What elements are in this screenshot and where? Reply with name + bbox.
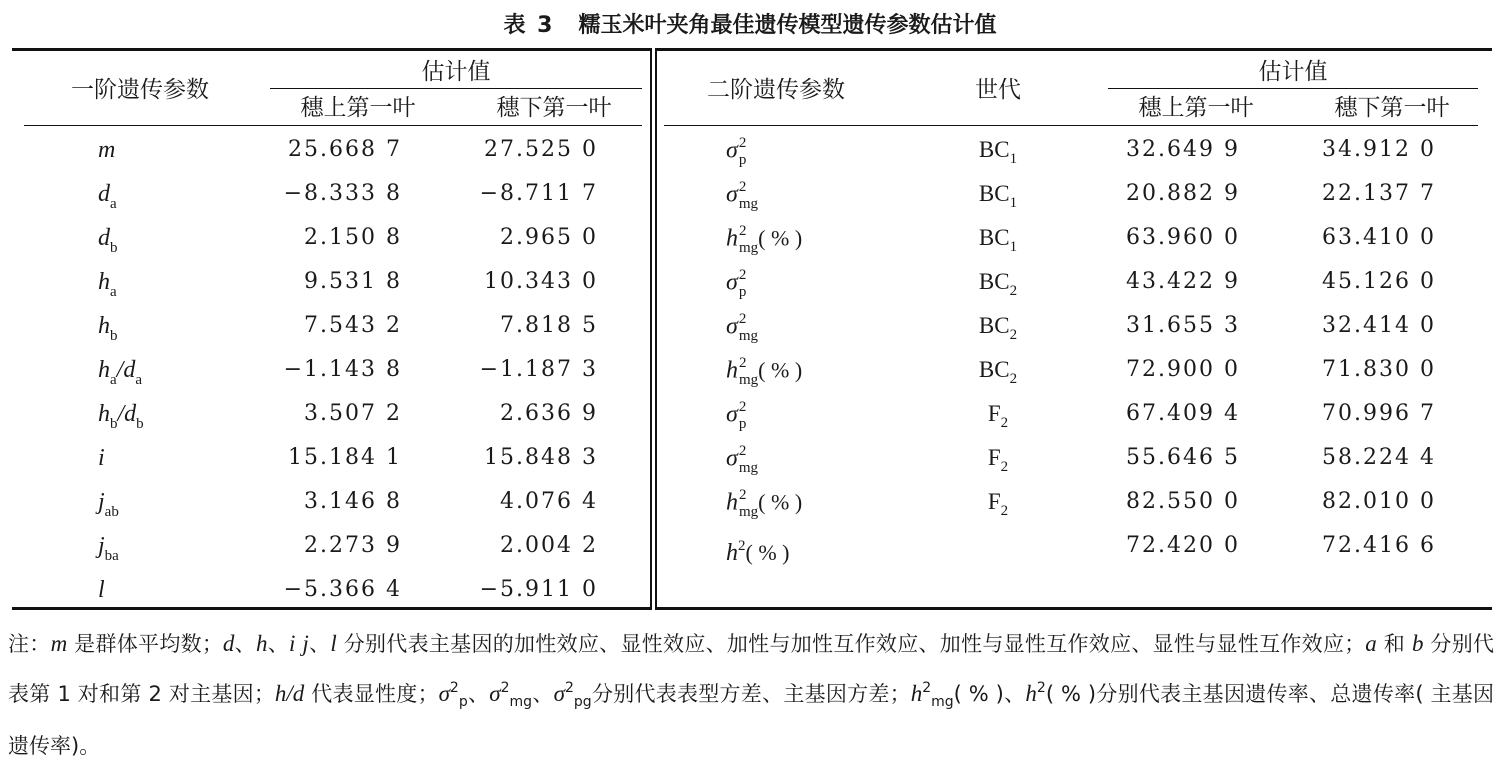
first-order-param <box>98 224 118 262</box>
generation <box>948 356 1048 393</box>
note-sep-2: 、 <box>267 632 290 656</box>
param-subscript: mg <box>738 196 759 212</box>
note-text-1: 是群体平均数； <box>67 632 223 656</box>
param-subscript: b <box>110 416 118 432</box>
generation <box>948 136 1048 173</box>
note-sup-1: 2 <box>449 680 459 696</box>
estimate-subrule-left <box>270 88 642 89</box>
estimate-above: −1.143 8 <box>283 357 402 382</box>
percent-unit: ( % ) <box>758 357 803 383</box>
first-order-param <box>98 576 105 604</box>
header-rule-right <box>664 125 1478 126</box>
right-param-header: 二阶遗传参数 <box>707 77 845 103</box>
generation-label: BC <box>978 269 1010 294</box>
generation-subscript: 2 <box>1009 371 1018 387</box>
table-note <box>8 622 1494 768</box>
estimate-above: 72.900 0 <box>1126 357 1240 382</box>
first-order-param <box>98 400 144 438</box>
generation <box>948 180 1048 217</box>
note-sep-1: 、 <box>234 632 256 656</box>
estimate-below: 2.636 9 <box>500 401 598 426</box>
first-order-param <box>98 532 119 570</box>
note-sep-5: 、 <box>467 682 490 706</box>
estimate-above: 15.184 1 <box>288 445 402 470</box>
generation <box>948 488 1048 525</box>
second-order-param <box>726 532 789 567</box>
estimate-above: 82.550 0 <box>1126 489 1240 514</box>
generation <box>948 400 1048 437</box>
estimate-below: 70.996 7 <box>1322 401 1436 426</box>
estimate-below: 72.416 6 <box>1322 533 1436 558</box>
param-superscript: 2 <box>738 399 747 415</box>
estimate-below: 63.410 0 <box>1322 225 1436 250</box>
right-estimate-header: 估计值 <box>1258 59 1328 85</box>
param-subscript: a <box>110 284 117 300</box>
param-symbol: l <box>98 577 105 603</box>
estimate-above: 2.273 9 <box>304 533 402 558</box>
note-m: m <box>50 631 68 656</box>
table-title-text: 糯玉米叶夹角最佳遗传模型遗传参数估计值 <box>578 13 997 38</box>
estimate-below: −8.711 7 <box>479 181 598 206</box>
note-sigma-mg: σ <box>489 681 501 706</box>
estimate-above: 31.655 3 <box>1126 313 1240 338</box>
left-below-header: 穗下第一叶 <box>496 95 612 121</box>
param-symbol: d <box>98 181 110 207</box>
sup-sub-stack <box>739 488 758 520</box>
estimate-above: 20.882 9 <box>1126 181 1240 206</box>
header-rule-left <box>24 125 642 126</box>
estimate-below: 45.126 0 <box>1322 269 1436 294</box>
left-above-header: 穗上第一叶 <box>300 95 416 121</box>
second-order-param <box>726 224 802 256</box>
estimate-above: 25.668 7 <box>288 137 402 162</box>
first-order-param <box>98 180 117 218</box>
note-hd: h/d <box>274 681 305 706</box>
note-sup-5: 2 <box>1036 680 1046 696</box>
note-label: 注： <box>8 632 51 656</box>
first-order-param <box>98 488 119 526</box>
param-superscript: 2 <box>738 443 747 459</box>
sup-sub-stack <box>739 268 747 300</box>
generation <box>948 224 1048 261</box>
table-title <box>0 8 1500 39</box>
estimate-above: −5.366 4 <box>283 577 402 602</box>
generation-subscript: 1 <box>1009 239 1018 255</box>
note-text-3: 和 <box>1376 632 1412 656</box>
estimate-below: 4.076 4 <box>500 489 598 514</box>
estimate-above: 9.531 8 <box>304 269 402 294</box>
param-subscript: mg <box>739 240 759 256</box>
param-superscript: 2 <box>738 538 746 554</box>
param-subscript: b <box>110 328 118 344</box>
estimate-below: −1.187 3 <box>479 357 598 382</box>
sup-sub-stack <box>739 444 758 476</box>
estimate-below: 71.830 0 <box>1322 357 1436 382</box>
sup-sub-stack <box>739 224 758 256</box>
note-pct-2: ( % ) <box>1045 682 1097 706</box>
note-text-4: 分别代表第 1 对和第 2 对主基因； <box>8 632 1494 706</box>
sup-sub-stack <box>739 180 758 212</box>
param-superscript: 2 <box>738 135 747 151</box>
generation-label: BC <box>978 313 1010 338</box>
note-d: d <box>222 631 235 656</box>
estimate-below: 10.343 0 <box>484 269 598 294</box>
param-subscript: ba <box>104 548 119 564</box>
param-superscript: 2 <box>739 487 747 503</box>
param-symbol: d <box>98 225 110 251</box>
note-sup-4: 2 <box>922 680 932 696</box>
estimate-above: 3.507 2 <box>304 401 402 426</box>
generation-subscript: 1 <box>1009 195 1018 211</box>
estimate-above: −8.333 8 <box>283 181 402 206</box>
generation <box>948 444 1048 481</box>
generation-label: F <box>987 489 1001 514</box>
note-sup-2: 2 <box>500 680 510 696</box>
generation-label: BC <box>978 357 1010 382</box>
param-subscript: mg <box>739 504 759 520</box>
param-symbol: σ <box>726 445 738 472</box>
param-subscript: p <box>738 284 747 300</box>
second-order-param <box>726 312 758 344</box>
param-symbol: σ <box>726 137 738 164</box>
second-order-param <box>726 488 802 520</box>
percent-unit: ( % ) <box>758 225 803 251</box>
estimate-above: 55.646 5 <box>1126 445 1240 470</box>
param-superscript: 2 <box>739 355 747 371</box>
param-symbol-2: /d <box>117 401 137 427</box>
param-symbol: m <box>98 137 116 163</box>
note-i: i <box>289 631 296 656</box>
sup-sub-stack <box>739 312 758 344</box>
param-symbol: h <box>726 489 738 516</box>
table-number: 表 3 <box>503 13 555 38</box>
param-subscript-2: b <box>136 416 144 432</box>
estimate-below: −5.911 0 <box>479 577 598 602</box>
param-symbol-2: /d <box>116 357 136 383</box>
estimate-above: 63.960 0 <box>1126 225 1240 250</box>
estimate-below: 32.414 0 <box>1322 313 1436 338</box>
param-subscript: mg <box>738 328 759 344</box>
estimate-above: 67.409 4 <box>1126 401 1240 426</box>
estimate-above: 72.420 0 <box>1126 533 1240 558</box>
estimate-below: 27.525 0 <box>484 137 598 162</box>
generation <box>948 312 1048 349</box>
generation-subscript: 2 <box>1009 327 1018 343</box>
param-symbol: j <box>98 533 105 559</box>
generation-label: BC <box>978 181 1010 206</box>
note-l: l <box>330 631 337 656</box>
generation-subscript: 2 <box>1000 415 1009 431</box>
first-order-param <box>98 136 115 164</box>
generation-subscript: 2 <box>1009 283 1018 299</box>
double-divider-b <box>655 48 657 610</box>
param-subscript: mg <box>738 460 759 476</box>
note-sub-pg: pg <box>573 694 592 710</box>
first-order-param <box>98 268 117 306</box>
param-subscript: b <box>110 240 118 256</box>
estimate-above: 43.422 9 <box>1126 269 1240 294</box>
param-subscript: a <box>110 372 117 388</box>
second-order-param <box>726 268 746 300</box>
left-param-header: 一阶遗传参数 <box>71 77 209 103</box>
note-j: j <box>302 631 309 656</box>
param-subscript: mg <box>739 372 759 388</box>
note-h-mg: h <box>910 681 923 706</box>
param-subscript: a <box>110 196 117 212</box>
double-divider-a <box>650 48 652 610</box>
note-sigma-pg: σ <box>553 681 565 706</box>
param-symbol: j <box>98 489 105 515</box>
param-subscript-2: a <box>135 372 143 388</box>
note-sep-6: 、 <box>532 682 554 706</box>
param-symbol: σ <box>726 269 738 296</box>
note-text-6: 分别代表表型方差、主基因方差； <box>591 682 911 706</box>
estimate-below: 82.010 0 <box>1322 489 1436 514</box>
percent-unit: ( % ) <box>758 489 803 515</box>
note-h2: h <box>1025 681 1037 706</box>
estimate-below: 22.137 7 <box>1322 181 1436 206</box>
param-superscript: 2 <box>739 223 747 239</box>
generation-label: F <box>987 401 1001 426</box>
generation-subscript: 1 <box>1009 151 1018 167</box>
second-order-param <box>726 136 746 168</box>
estimate-above: 32.649 9 <box>1126 137 1240 162</box>
param-superscript: 2 <box>738 179 747 195</box>
generation-label: BC <box>978 137 1010 162</box>
note-h: h <box>255 631 268 656</box>
generation-label: BC <box>978 225 1010 250</box>
estimate-below: 2.004 2 <box>500 533 598 558</box>
note-sub-mg-2: mg <box>931 694 954 710</box>
estimate-below: 2.965 0 <box>500 225 598 250</box>
param-symbol: h <box>98 313 110 339</box>
first-order-param <box>98 312 118 350</box>
param-symbol: σ <box>726 401 738 428</box>
estimate-below: 34.912 0 <box>1322 137 1436 162</box>
note-text-2: 分别代表主基因的加性效应、显性效应、加性与加性互作效应、加性与显性互作效应、显性与显性互作效应； <box>336 632 1366 656</box>
bottom-rule-left <box>12 607 651 610</box>
note-sup-3: 2 <box>564 680 574 696</box>
estimate-subrule-right <box>1108 88 1478 89</box>
estimate-below: 15.848 3 <box>484 445 598 470</box>
estimate-above: 2.150 8 <box>304 225 402 250</box>
right-generation-header: 世代 <box>975 77 1021 103</box>
param-subscript: p <box>738 152 747 168</box>
estimate-below: 7.818 5 <box>500 313 598 338</box>
note-text-5: 代表显性度； <box>304 682 439 706</box>
param-superscript: 2 <box>738 311 747 327</box>
generation-label: F <box>987 445 1001 470</box>
top-rule-right <box>656 48 1492 51</box>
first-order-param <box>98 356 142 394</box>
note-sep-4: 、 <box>308 632 331 656</box>
sup-sub-stack <box>739 400 747 432</box>
second-order-param <box>726 444 758 476</box>
note-sub-mg: mg <box>509 694 533 710</box>
note-text-7: 分别代表主基因遗传率、总遗传率( 主基因遗传率)。 <box>8 682 1495 758</box>
second-order-param <box>726 356 802 388</box>
note-sep-7: 、 <box>1003 682 1026 706</box>
second-order-param <box>726 180 758 212</box>
right-above-header: 穗上第一叶 <box>1138 95 1254 121</box>
sup-sub-stack <box>739 356 758 388</box>
estimate-above: 3.146 8 <box>304 489 402 514</box>
param-subscript: ab <box>104 504 119 520</box>
param-symbol: h <box>98 401 110 427</box>
param-symbol: h <box>98 269 110 295</box>
generation-subscript: 2 <box>1000 503 1009 519</box>
top-rule-left <box>12 48 651 51</box>
generation <box>948 268 1048 305</box>
bottom-rule-right <box>656 607 1492 610</box>
param-symbol: i <box>98 445 105 471</box>
param-symbol: σ <box>726 313 738 340</box>
param-symbol: h <box>98 357 110 383</box>
note-pct-1: ( % ) <box>953 682 1004 706</box>
sup-sub-stack <box>739 136 747 168</box>
param-symbol: h <box>726 540 738 566</box>
param-subscript: p <box>738 416 747 432</box>
second-order-param <box>726 400 746 432</box>
right-below-header: 穗下第一叶 <box>1334 95 1450 121</box>
first-order-param <box>98 444 105 472</box>
param-symbol: h <box>726 225 738 252</box>
note-b: b <box>1411 631 1424 656</box>
estimate-below: 58.224 4 <box>1322 445 1436 470</box>
note-sub-p: p <box>458 694 468 710</box>
param-symbol: σ <box>726 181 738 208</box>
generation-subscript: 2 <box>1000 459 1009 475</box>
note-sigma-p: σ <box>438 681 450 706</box>
param-superscript: 2 <box>738 267 747 283</box>
note-a: a <box>1365 631 1377 656</box>
left-estimate-header: 估计值 <box>421 59 491 85</box>
estimate-above: 7.543 2 <box>304 313 402 338</box>
param-symbol: h <box>726 357 738 384</box>
percent-unit: ( % ) <box>745 540 790 565</box>
